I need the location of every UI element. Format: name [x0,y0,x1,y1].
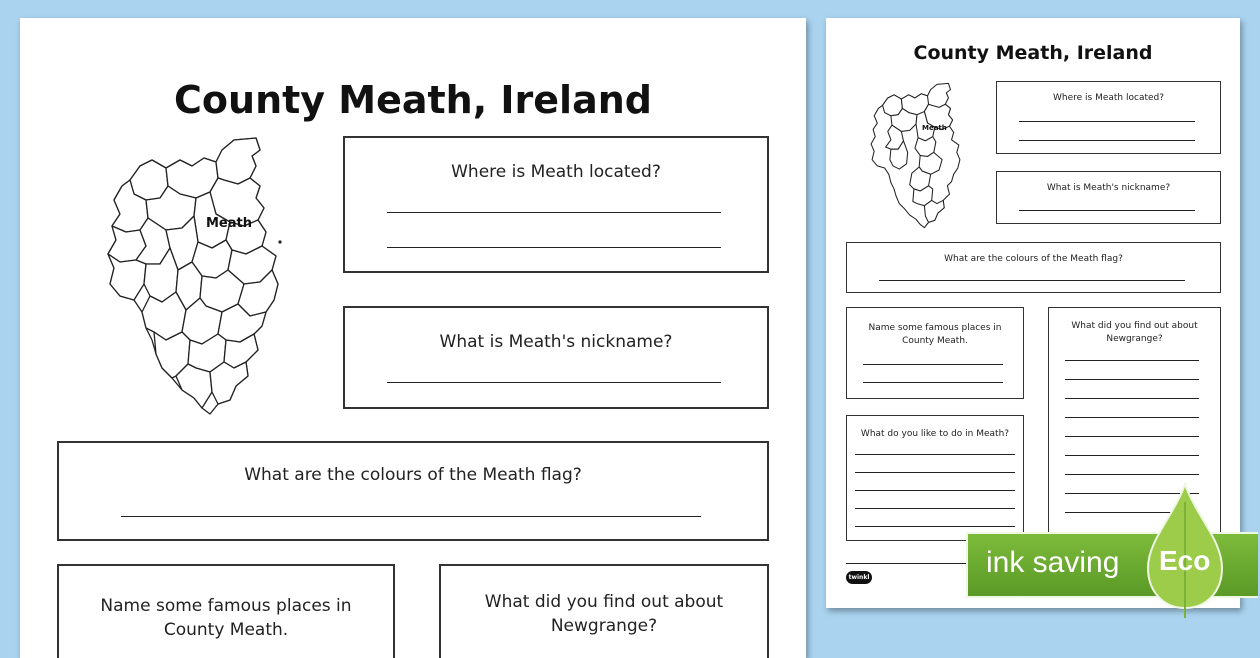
question-flag: What are the colours of the Meath flag? [244,465,582,485]
answer-line[interactable] [1019,210,1195,211]
twinkl-logo: twinkl [846,571,872,584]
question-box-flag [57,441,769,541]
answer-line[interactable] [1019,140,1195,141]
answer-line[interactable] [387,382,721,383]
question-newgrange-line2: Newgrange? [550,616,658,636]
answer-line[interactable] [1065,360,1199,361]
answer-line[interactable] [855,508,1015,509]
answer-line[interactable] [855,490,1015,491]
small-box-flag [846,242,1221,293]
small-box-like [846,415,1024,541]
answer-line[interactable] [879,280,1185,281]
answer-line[interactable] [121,516,701,517]
small-box-places [846,307,1024,399]
county-map-small [870,82,962,230]
eco-badge-label: Eco [1159,545,1211,576]
small-question-like: What do you like to do in Meath? [860,429,1010,439]
question-location: Where is Meath located? [451,162,661,182]
question-newgrange-line1: What did you find out about [484,592,724,612]
answer-line[interactable] [855,526,1015,527]
ink-saving-label: ink saving [986,546,1120,579]
county-map [106,136,282,418]
question-box-nickname [343,306,769,409]
answer-line[interactable] [1065,398,1199,399]
answer-line[interactable] [1065,417,1199,418]
answer-line[interactable] [1065,474,1199,475]
county-map-outline [106,136,282,418]
answer-line[interactable] [1065,436,1199,437]
question-box-location [343,136,769,273]
question-places-line1: Name some famous places in [100,596,352,616]
page-title-small: County Meath, Ireland [913,42,1153,64]
question-box-newgrange [439,564,769,658]
answer-line[interactable] [387,212,721,213]
map-label-meath: Meath [206,216,252,231]
small-question-newgrange-line1: What did you find out about [1071,321,1198,331]
small-question-flag: What are the colours of the Meath flag? [944,254,1123,264]
small-question-newgrange-line2: Newgrange? [1106,334,1163,344]
county-map-outline-small [870,82,962,230]
worksheet-page-large [20,18,806,658]
answer-line[interactable] [1065,379,1199,380]
small-question-places-line2: County Meath. [902,336,968,346]
small-question-location: Where is Meath located? [1052,93,1165,103]
answer-line[interactable] [1019,121,1195,122]
answer-line[interactable] [387,247,721,248]
question-nickname: What is Meath's nickname? [439,332,673,352]
small-box-nickname [996,171,1221,224]
question-box-places [57,564,395,658]
small-question-places-line1: Name some famous places in [868,323,1002,333]
answer-line[interactable] [1065,455,1199,456]
map-label-meath-small: Meath [922,124,947,132]
answer-line[interactable] [855,472,1015,473]
answer-line[interactable] [863,364,1003,365]
small-question-nickname: What is Meath's nickname? [1046,183,1171,193]
page-title: County Meath, Ireland [174,78,652,122]
answer-line[interactable] [863,382,1003,383]
answer-line[interactable] [855,454,1015,455]
question-places-line2: County Meath. [163,620,289,640]
small-box-location [996,81,1221,154]
